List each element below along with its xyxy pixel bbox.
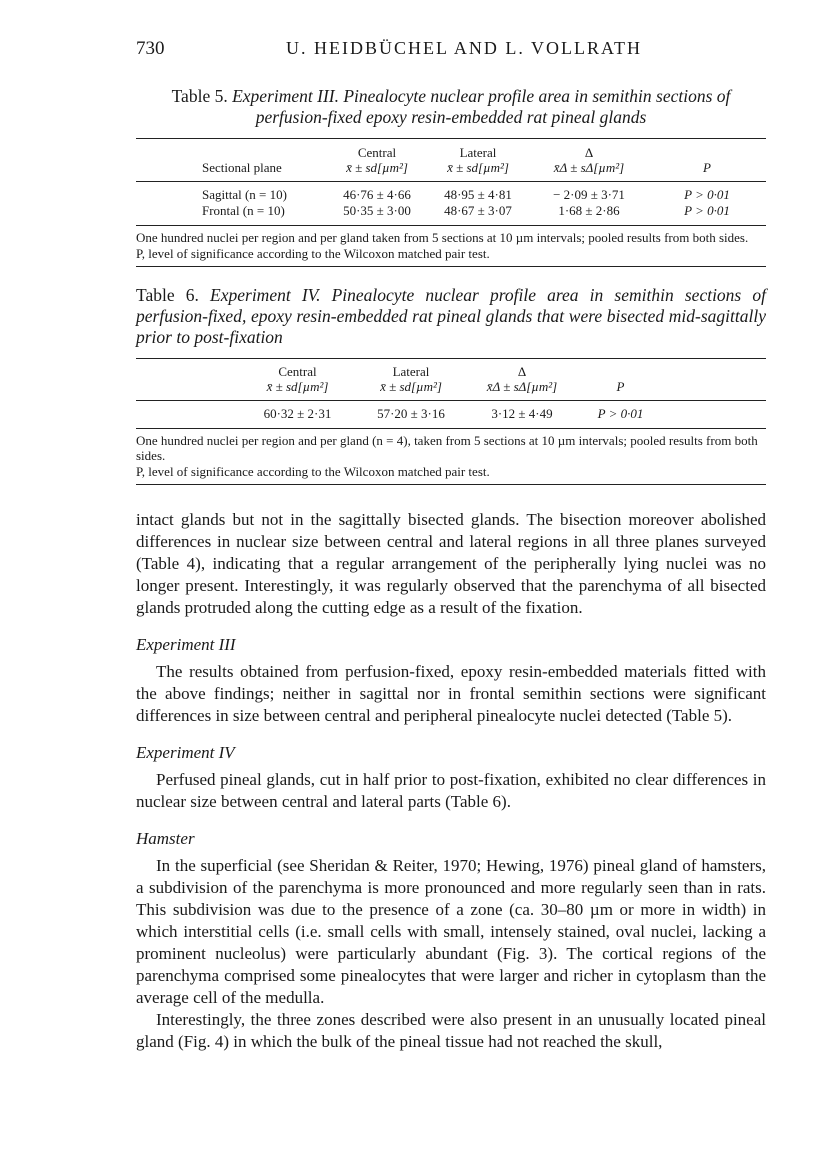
table6-bottom-rule <box>136 428 766 429</box>
page-number: 730 <box>136 38 165 59</box>
table5-r1-delta: − 2·09 ± 3·71 <box>553 187 625 202</box>
heading-hamster: Hamster <box>136 829 195 848</box>
table6 <box>136 364 766 394</box>
table5-header-lateral-unit: x̄ ± sd[µm²] <box>447 160 509 175</box>
heading-experiment-iv: Experiment IV <box>136 743 235 762</box>
table6-header-delta-unit: x̄Δ ± sΔ[µm²] <box>486 379 558 394</box>
table5-body <box>136 187 766 219</box>
body-paragraph-hamster-1: In the superficial (see Sheridan & Reiter, 1970; Hewing, 1976) pineal gland of hamsters, a subdivision of the parenchyma is more pronounced and more regularly seen than in rats. This subdivision was due to the presence of a zone (ca. 30–80 µm or more in width) in which interstitial cells (i.e. small cells with small, intensely stained, oval nuclei, lacking a prominent nucleolus) were particularly abundant (Fig. 3). The cortical regions of the parenchyma comprised some pinealocytes that were larger and richer in cytoplasm than the average cell of the medulla. <box>136 856 766 1007</box>
table6-r1-delta: 3·12 ± 4·49 <box>491 406 553 421</box>
table6-header-lateral-unit: x̄ ± sd[µm²] <box>380 379 442 394</box>
page <box>136 38 766 1053</box>
table6-header-delta: Δ <box>517 364 527 379</box>
running-title: U. HEIDBÜCHEL AND L. VOLLRATH <box>286 38 642 58</box>
body-paragraph-exp3: The results obtained from perfusion-fixed, epoxy resin-embedded materials fitted with the above findings; neither in sagittal nor in frontal semithin sections were significant differences in size between central and peripheral pinealocyte nuclei detected (Table 5). <box>136 662 766 725</box>
table6-r1-p: P > 0·01 <box>597 406 644 421</box>
table5-r2-p: P > 0·01 <box>684 203 730 218</box>
body-paragraph-1: intact glands but not in the sagittally bisected glands. The bisection moreover abolished differences in nuclear size between central and lateral regions in all three planes surveyed (Table 4), indicating that a regular arrangement of the peripherally lying nuclei was no longer present. Interestingly, it was regularly observed that the parenchyma of all bisected glands protruded along the cutting edge as a result of the fixation. <box>136 510 766 617</box>
table6-body <box>136 406 766 422</box>
table5-label: Table 5. <box>171 86 228 106</box>
table5-footnote1: One hundred nuclei per region and per gland taken from 5 sections at 10 µm intervals; pooled results from both sides. <box>136 230 749 245</box>
body-paragraph-hamster-2: Interestingly, the three zones described were also present in an unusually located pineal gland (Fig. 4) in which the bulk of the pineal tissue had not reached the skull, <box>136 1010 766 1051</box>
table6-mid-rule <box>136 400 766 401</box>
table6-caption <box>136 285 766 348</box>
table6-footnote1: One hundred nuclei per region and per gland (n = 4), taken from 5 sections at 10 µm intervals; pooled results from both sides. <box>136 433 758 463</box>
table5-r2-plane: Frontal (n = 10) <box>202 203 285 218</box>
table6-label: Table 6. <box>136 285 199 305</box>
table5-footnote2: P, level of significance according to the Wilcoxon matched pair test. <box>136 246 490 261</box>
table5-header-lateral: Lateral <box>459 145 497 160</box>
table6-end-rule <box>136 484 766 485</box>
table6-footnote2: P, level of significance according to the Wilcoxon matched pair test. <box>136 464 490 479</box>
table6-header-central: Central <box>278 364 317 379</box>
table5-mid-rule <box>136 181 766 182</box>
body-paragraph-exp4: Perfused pineal glands, cut in half prior to post-fixation, exhibited no clear differences in nuclear size between central and lateral parts (Table 6). <box>136 770 766 811</box>
table5-top-rule <box>136 138 766 139</box>
table5-caption-text: Experiment III. Pinealocyte nuclear profile area in semithin sections of perfusion-fixed epoxy resin-embedded rat pineal glands <box>232 86 731 127</box>
table6-top-rule <box>136 358 766 359</box>
table5-header-central-unit: x̄ ± sd[µm²] <box>346 160 408 175</box>
table6-r1-lateral: 57·20 ± 3·16 <box>377 406 445 421</box>
table5-r2-central: 50·35 ± 3·00 <box>343 203 411 218</box>
table5-header-p: P <box>703 160 711 175</box>
table5-r1-p: P > 0·01 <box>684 187 730 202</box>
table6-r1-central: 60·32 ± 2·31 <box>263 406 332 421</box>
table-row <box>136 203 766 219</box>
heading-experiment-iii: Experiment III <box>136 635 236 654</box>
running-head <box>136 38 766 64</box>
table5-bottom-rule <box>136 225 766 226</box>
table-row <box>136 406 766 422</box>
table5-r1-lateral: 48·95 ± 4·81 <box>444 187 512 202</box>
table5-header-delta: Δ <box>584 145 594 160</box>
table5-r2-delta: 1·68 ± 2·86 <box>558 203 620 218</box>
table5 <box>136 145 766 175</box>
table5-header-delta-unit: x̄Δ ± sΔ[µm²] <box>553 160 625 175</box>
table5-r1-central: 46·76 ± 4·66 <box>343 187 411 202</box>
table6-caption-text: Experiment IV. Pinealocyte nuclear profile area in semithin sections of perfusion-fixed, epoxy resin-embedded rat pineal glands that were bisected mid-sagittally prior to post-fixation <box>136 285 766 347</box>
table6-header-central-unit: x̄ ± sd[µm²] <box>266 379 329 394</box>
table6-header-p: P <box>616 379 625 394</box>
table5-r2-lateral: 48·67 ± 3·07 <box>444 203 512 218</box>
table6-header-lateral: Lateral <box>392 364 430 379</box>
table5-end-rule <box>136 266 766 267</box>
table5-r1-plane: Sagittal (n = 10) <box>202 187 287 202</box>
table5-header-plane: Sectional plane <box>202 160 282 175</box>
table-row <box>136 187 766 203</box>
table5-header-central: Central <box>357 145 397 160</box>
table5-caption <box>136 86 766 128</box>
